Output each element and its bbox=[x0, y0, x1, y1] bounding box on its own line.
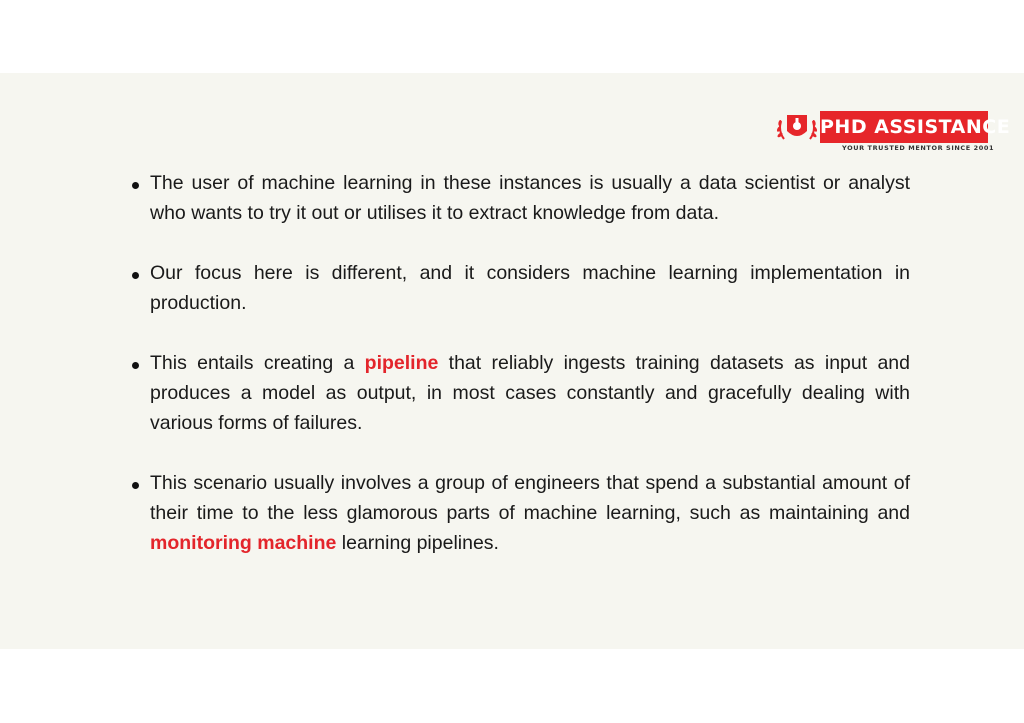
slide bbox=[0, 73, 1024, 649]
logo-name: PHD ASSISTANCE bbox=[820, 111, 988, 143]
bullet-text: This scenario usually involves a group of engineers that spend a substantial amount of their time to the less glamorous parts of machine learning, such as maintaining and bbox=[150, 472, 910, 524]
highlight-pipeline: pipeline bbox=[364, 352, 439, 374]
bullet-text: This entails creating a bbox=[150, 352, 365, 374]
bullet-text: that reliably ingests training datasets as input and produces a model as output, in most cases constantly and gracefully dealing with various forms of failures. bbox=[150, 352, 910, 434]
bullet-list bbox=[130, 168, 910, 588]
bullet-item bbox=[130, 348, 910, 438]
bullet-text: The user of machine learning in these instances is usually a data scientist or analyst who wants to try it out or utilises it to extract knowledge from data. bbox=[150, 172, 910, 224]
bullet-text: Our focus here is different, and it considers machine learning implementation in production. bbox=[150, 262, 910, 314]
bullet-text: learning pipelines. bbox=[336, 532, 499, 554]
bullet-item bbox=[130, 168, 910, 228]
bullet-item bbox=[130, 468, 910, 558]
logo-tagline: YOUR TRUSTED MENTOR SINCE 2001 bbox=[842, 144, 995, 152]
laurel-emblem-icon bbox=[774, 109, 820, 147]
highlight-monitoring-machine: monitoring machine bbox=[150, 532, 337, 554]
bullet-item bbox=[130, 258, 910, 318]
phd-assistance-logo[interactable] bbox=[774, 109, 1011, 153]
